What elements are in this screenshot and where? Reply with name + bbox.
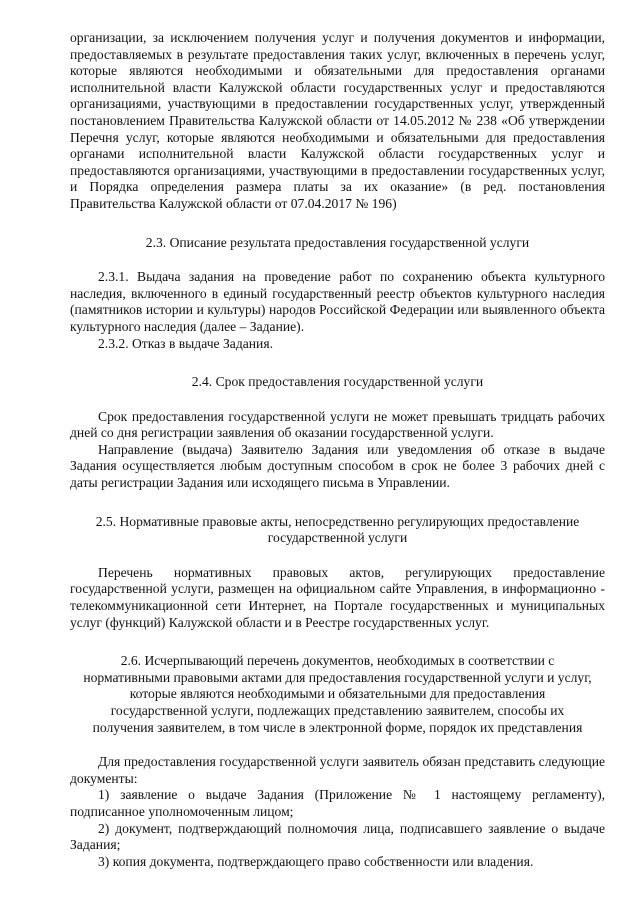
section-2-3-1-paragraph: 2.3.1. Выдача задания на проведение работ по сохранению объекта культурного наследия, включенного в единый государственный реестр объектов культурного наследия (памятников истории и культуры) народов Российской Федерации или выявленного объекта культурного наследия (далее – Задание).	[70, 269, 605, 334]
section-2-6-heading-line-5: получения заявителем, в том числе в электронной форме, порядок их представления	[92, 719, 583, 735]
section-2-6-heading-line-2: нормативными правовыми актами для предоставления государственной услуги и услуг,	[83, 669, 592, 685]
section-2-5-paragraph: Перечень нормативных правовых актов, регулирующих предоставление государственной услуги, размещен на официальном сайте Управления, в информационно - телекоммуникационной сети Интернет, на Портале государственных и муниципальных услуг (функций) Калужской области и в Реестре государственных услуг.	[70, 564, 605, 630]
list-item-2: 2) документ, подтверждающий полномочия лица, подписавшего заявление о выдаче Задания;	[70, 820, 605, 853]
section-2-4-paragraph-1: Срок предоставления государственной услуги не может превышать тридцать рабочих дней со дня регистрации заявления об оказании государственной услуги.	[70, 408, 605, 441]
section-2-6-heading-line-3: которые являются необходимыми и обязательными для предоставления	[129, 686, 546, 702]
document-page	[70, 30, 605, 870]
list-item-3: 3) копия документа, подтверждающего право собственности или владения.	[98, 853, 534, 869]
section-2-3-heading: 2.3. Описание результата предоставления государственной услуги	[145, 234, 530, 250]
intro-paragraph: организации, за исключением получения услуг и получения документов и информации, предоставляемых в результате предоставления таких услуг, включенных в перечень услуг, которые являются необходимыми и обязательными для предоставления органами исполнительной власти Калужской области государственных услуг и предоставляются организациями, участвующими в предоставлении государственных услуг, утвержденный постановлением Правительства Калужской области от 14.05.2012 № 238 «Об утверждении Перечня услуг, которые являются необходимыми и обязательными для предоставления органами исполнительной власти Калужской области государственных услуг и предоставляются организациями, участвующими в предоставлении государственных услуг, и Порядка определения размера платы за их оказание» (в ред. постановления Правительства Калужской области от 07.04.2017 № 196)	[70, 30, 605, 211]
section-2-5-heading-line-1: 2.5. Нормативные правовые акты, непосредственно регулирующих предоставление	[95, 513, 580, 529]
list-item-1: 1) заявление о выдаче Задания (Приложение № 1 настоящему регламенту), подписанное уполномоченным лицом;	[70, 787, 605, 819]
section-2-4-heading: 2.4. Срок предоставления государственной услуги	[191, 374, 484, 390]
section-2-3-2-paragraph: 2.3.2. Отказ в выдаче Задания.	[98, 335, 273, 351]
section-2-5-heading-line-2: государственной услуги	[267, 530, 408, 546]
section-2-6-paragraph: Для предоставления государственной услуги заявитель обязан представить следующие документы:	[70, 754, 605, 786]
section-2-6-heading-line-4: государственной услуги, подлежащих представлению заявителем, способы их	[110, 703, 565, 718]
section-2-6-heading-line-1: 2.6. Исчерпывающий перечень документов, необходимых в соответствии с	[120, 653, 555, 669]
section-2-4-paragraph-2: Направление (выдача) Заявителю Задания или уведомления об отказе в выдаче Задания осуществляется любым доступным способом в срок не более 3 рабочих дней с даты регистрации Задания или исходящего письма в Управлении.	[70, 441, 605, 491]
